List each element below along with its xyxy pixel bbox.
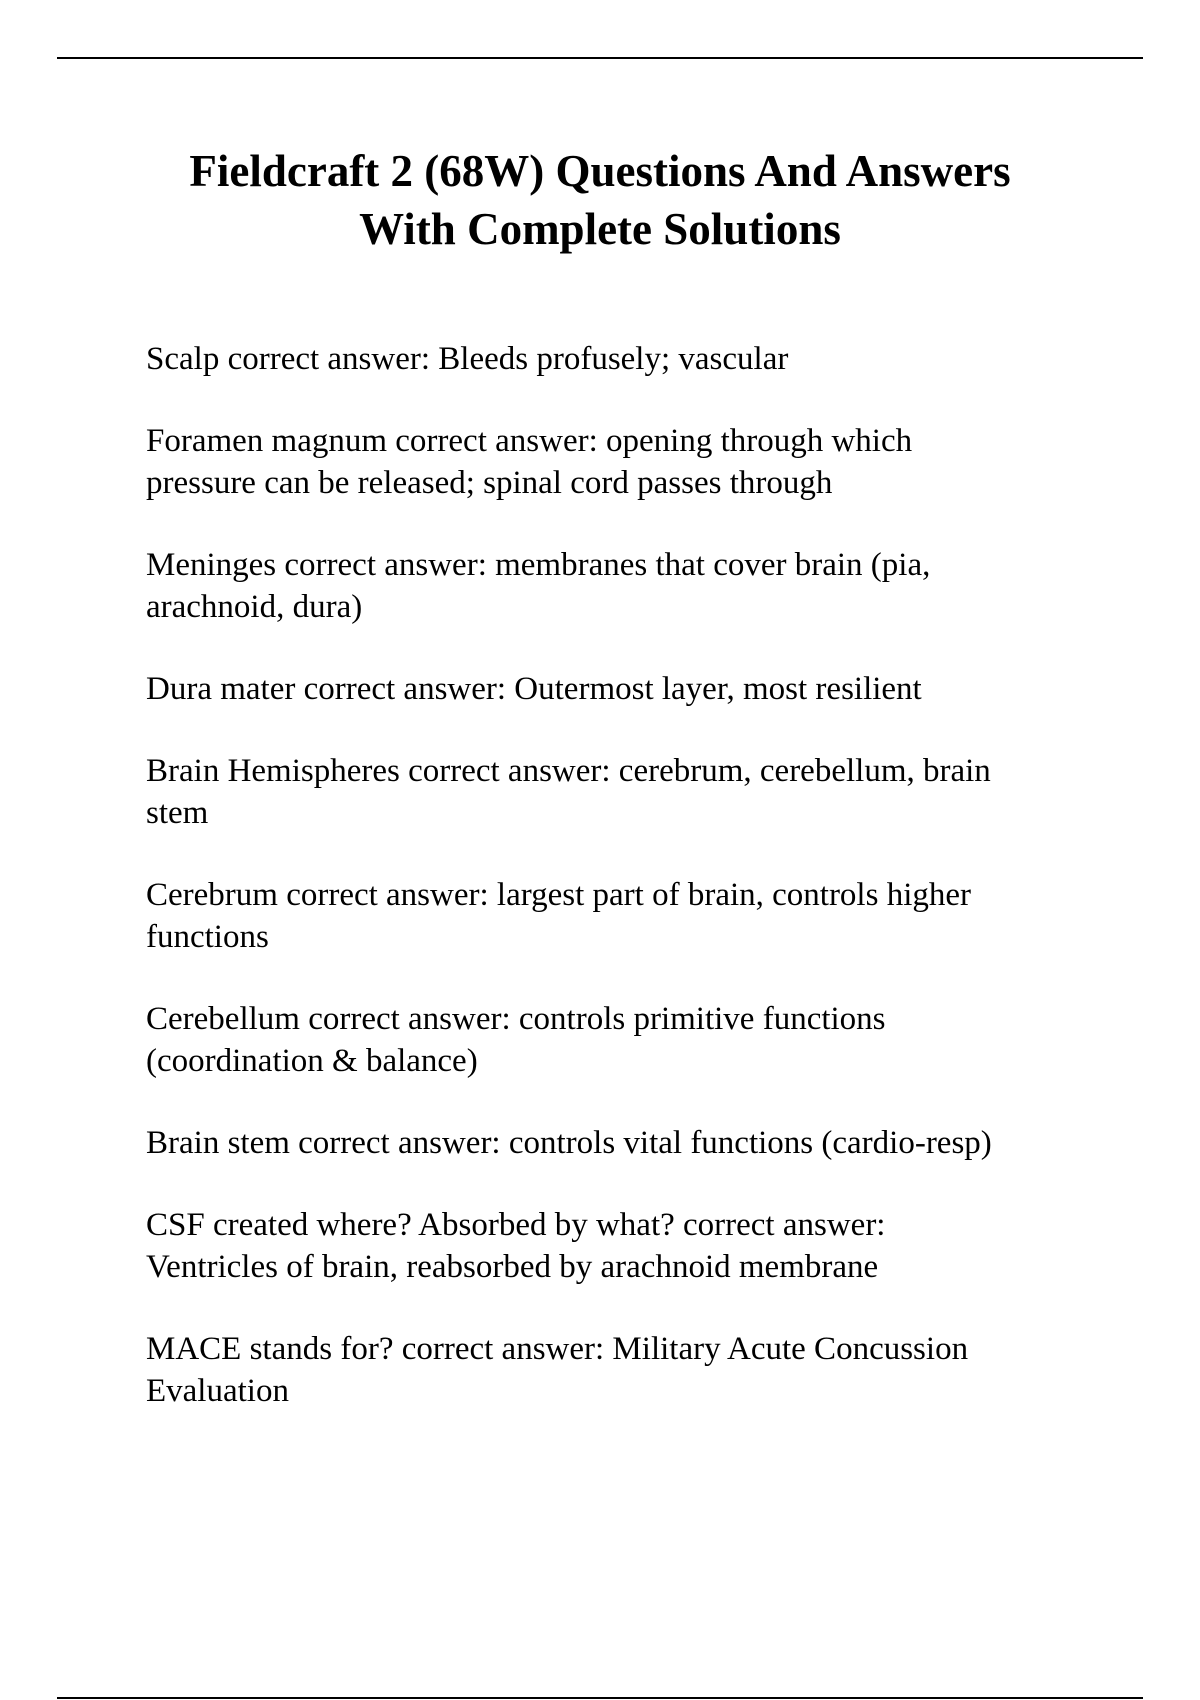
- qa-item-csf: [146, 1204, 1106, 1288]
- document-title-line-2: With Complete Solutions: [359, 204, 841, 254]
- document-title: [100, 142, 1100, 258]
- qa-text-continued: Ventricles of brain, reabsorbed by arachnoid membrane: [146, 1249, 879, 1285]
- qa-text: Cerebellum correct answer: controls primitive functions: [146, 1001, 886, 1037]
- qa-text: CSF created where? Absorbed by what? correct answer:: [146, 1207, 886, 1243]
- qa-item-scalp: [146, 338, 1106, 380]
- qa-text: Brain stem correct answer: controls vital functions (cardio-resp): [146, 1125, 992, 1161]
- qa-item-brain-hemispheres: [146, 750, 1106, 834]
- qa-item-dura-mater: [146, 668, 1106, 710]
- qa-text-continued: pressure can be released; spinal cord passes through: [146, 465, 833, 501]
- qa-item-brain-stem: [146, 1122, 1106, 1164]
- qa-text: Scalp correct answer: Bleeds profusely; vascular: [146, 341, 789, 377]
- qa-item-mace: [146, 1328, 1106, 1412]
- qa-text: Dura mater correct answer: Outermost layer, most resilient: [146, 671, 922, 707]
- qa-item-cerebellum: [146, 998, 1106, 1082]
- document-title-line-1: Fieldcraft 2 (68W) Questions And Answers: [189, 146, 1011, 196]
- qa-list: [146, 338, 1106, 1452]
- qa-item-meninges: [146, 544, 1106, 628]
- top-rule: [57, 57, 1143, 59]
- qa-item-cerebrum: [146, 874, 1106, 958]
- qa-text: Meninges correct answer: membranes that cover brain (pia,: [146, 547, 931, 583]
- qa-item-foramen-magnum: [146, 420, 1106, 504]
- qa-text-continued: Evaluation: [146, 1373, 289, 1409]
- qa-text: Foramen magnum correct answer: opening through which: [146, 423, 913, 459]
- qa-text: MACE stands for? correct answer: Military Acute Concussion: [146, 1331, 969, 1367]
- bottom-rule: [57, 1697, 1143, 1699]
- qa-text-continued: stem: [146, 795, 209, 831]
- qa-text: Cerebrum correct answer: largest part of brain, controls higher: [146, 877, 971, 913]
- qa-text-continued: arachnoid, dura): [146, 589, 363, 625]
- qa-text-continued: (coordination & balance): [146, 1043, 478, 1079]
- qa-text-continued: functions: [146, 919, 269, 955]
- qa-text: Brain Hemispheres correct answer: cerebrum, cerebellum, brain: [146, 753, 991, 789]
